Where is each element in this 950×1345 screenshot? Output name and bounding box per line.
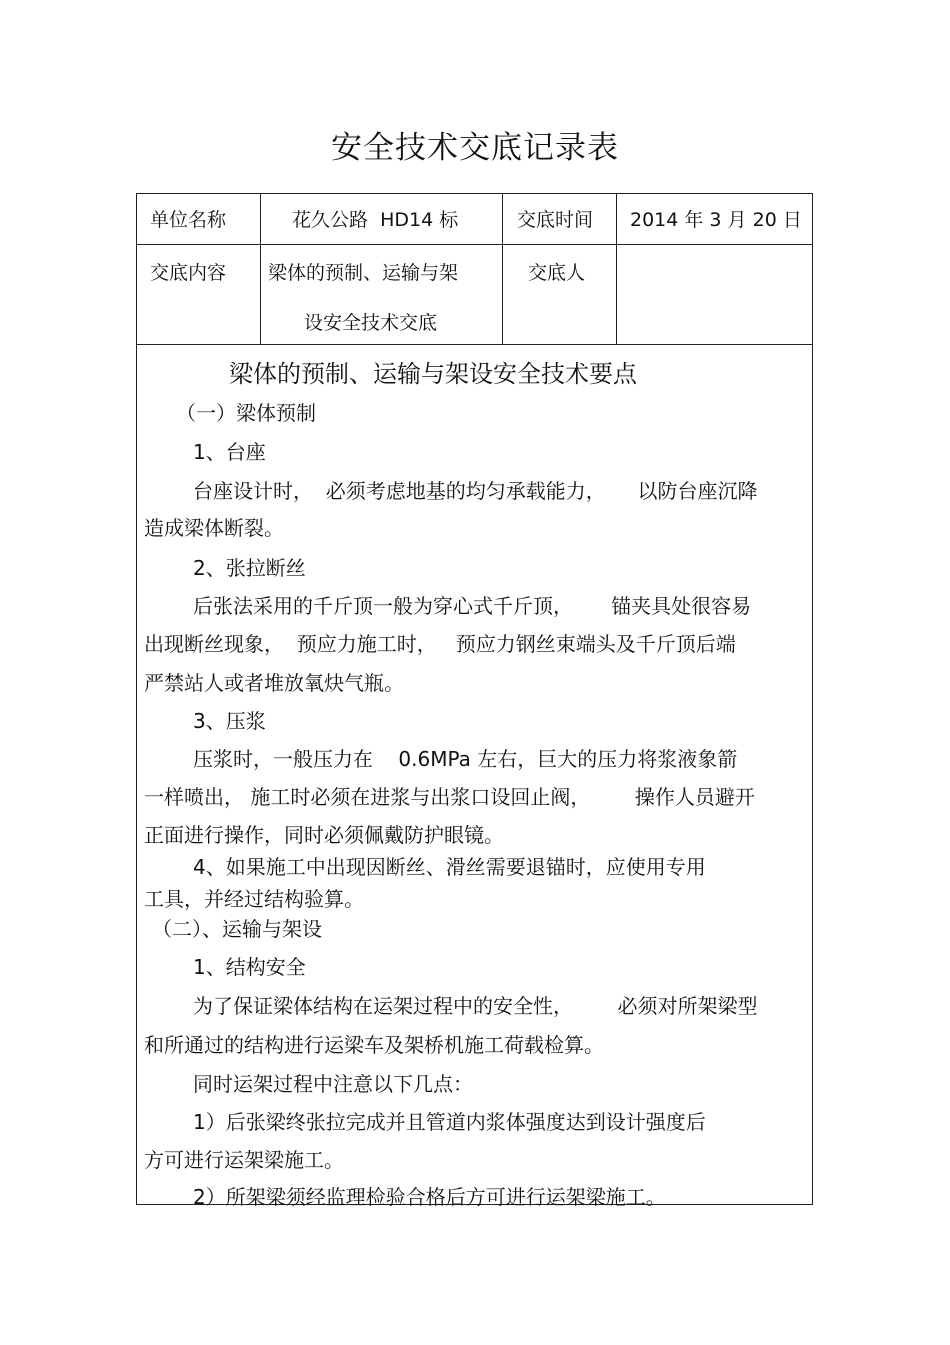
col-divider-3: [616, 194, 617, 344]
body-line: 台座设计时， 必须考虑地基的均匀承载能力， 以防台座沉降: [193, 479, 758, 503]
person-label: 交底人: [528, 262, 586, 284]
body-line: 1）后张梁终张拉完成并且管道内浆体强度达到设计强度后: [193, 1110, 706, 1134]
body-line: 后张法采用的千斤顶一般为穿心式千斤顶， 锚夹具处很容易: [193, 594, 752, 618]
content-value-line2: 设安全技术交底: [304, 312, 438, 334]
body-line: 方可进行运架梁施工。: [144, 1148, 344, 1172]
row-divider-2: [137, 344, 812, 345]
body-line: （一）梁体预制: [176, 401, 316, 425]
body-line: 1、结构安全: [193, 955, 306, 979]
body-line: （二）、运输与架设: [152, 917, 322, 941]
body-line: 严禁站人或者堆放氧炔气瓶。: [144, 671, 404, 695]
body-line: 1、台座: [193, 440, 266, 464]
content-value-line1: 梁体的预制、运输与架: [268, 262, 459, 284]
body-line: 3、压浆: [193, 709, 266, 733]
time-value: 2014 年 3 月 20 日: [630, 209, 802, 231]
body-line: 工具，并经过结构验算。: [144, 887, 364, 911]
body-line: 一样喷出， 施工时必须在进浆与出浆口设回止阀， 操作人员避开: [144, 785, 755, 809]
section-subtitle: 梁体的预制、运输与架设安全技术要点: [229, 360, 637, 388]
body-line: 同时运架过程中注意以下几点：: [193, 1072, 473, 1096]
body-line: 4、如果施工中出现因断丝、滑丝需要退锚时，应使用专用: [193, 855, 706, 879]
col-divider-1: [260, 194, 261, 344]
body-line: 出现断丝现象， 预应力施工时， 预应力钢丝束端头及千斤顶后端: [144, 632, 736, 656]
body-line: 造成梁体断裂。: [144, 516, 284, 540]
body-line: 压浆时，一般压力在 0.6MPa 左右，巨大的压力将浆液象箭: [193, 747, 738, 771]
body-line: 2、张拉断丝: [193, 556, 306, 580]
body-line: 和所通过的结构进行运梁车及架桥机施工荷载检算。: [144, 1033, 604, 1057]
body-line: 正面进行操作，同时必须佩戴防护眼镜。: [144, 823, 504, 847]
unit-value: 花久公路 HD14 标: [292, 209, 459, 231]
time-label: 交底时间: [517, 209, 594, 231]
row-divider-1: [137, 244, 812, 245]
col-divider-2: [502, 194, 503, 344]
body-line: 2）所架梁须经监理检验合格后方可进行运架梁施工。: [193, 1185, 666, 1209]
body-line: 为了保证梁体结构在运架过程中的安全性， 必须对所架梁型: [193, 994, 758, 1018]
document-title: 安全技术交底记录表: [331, 130, 619, 166]
unit-label: 单位名称: [150, 209, 227, 231]
content-label: 交底内容: [150, 262, 227, 284]
